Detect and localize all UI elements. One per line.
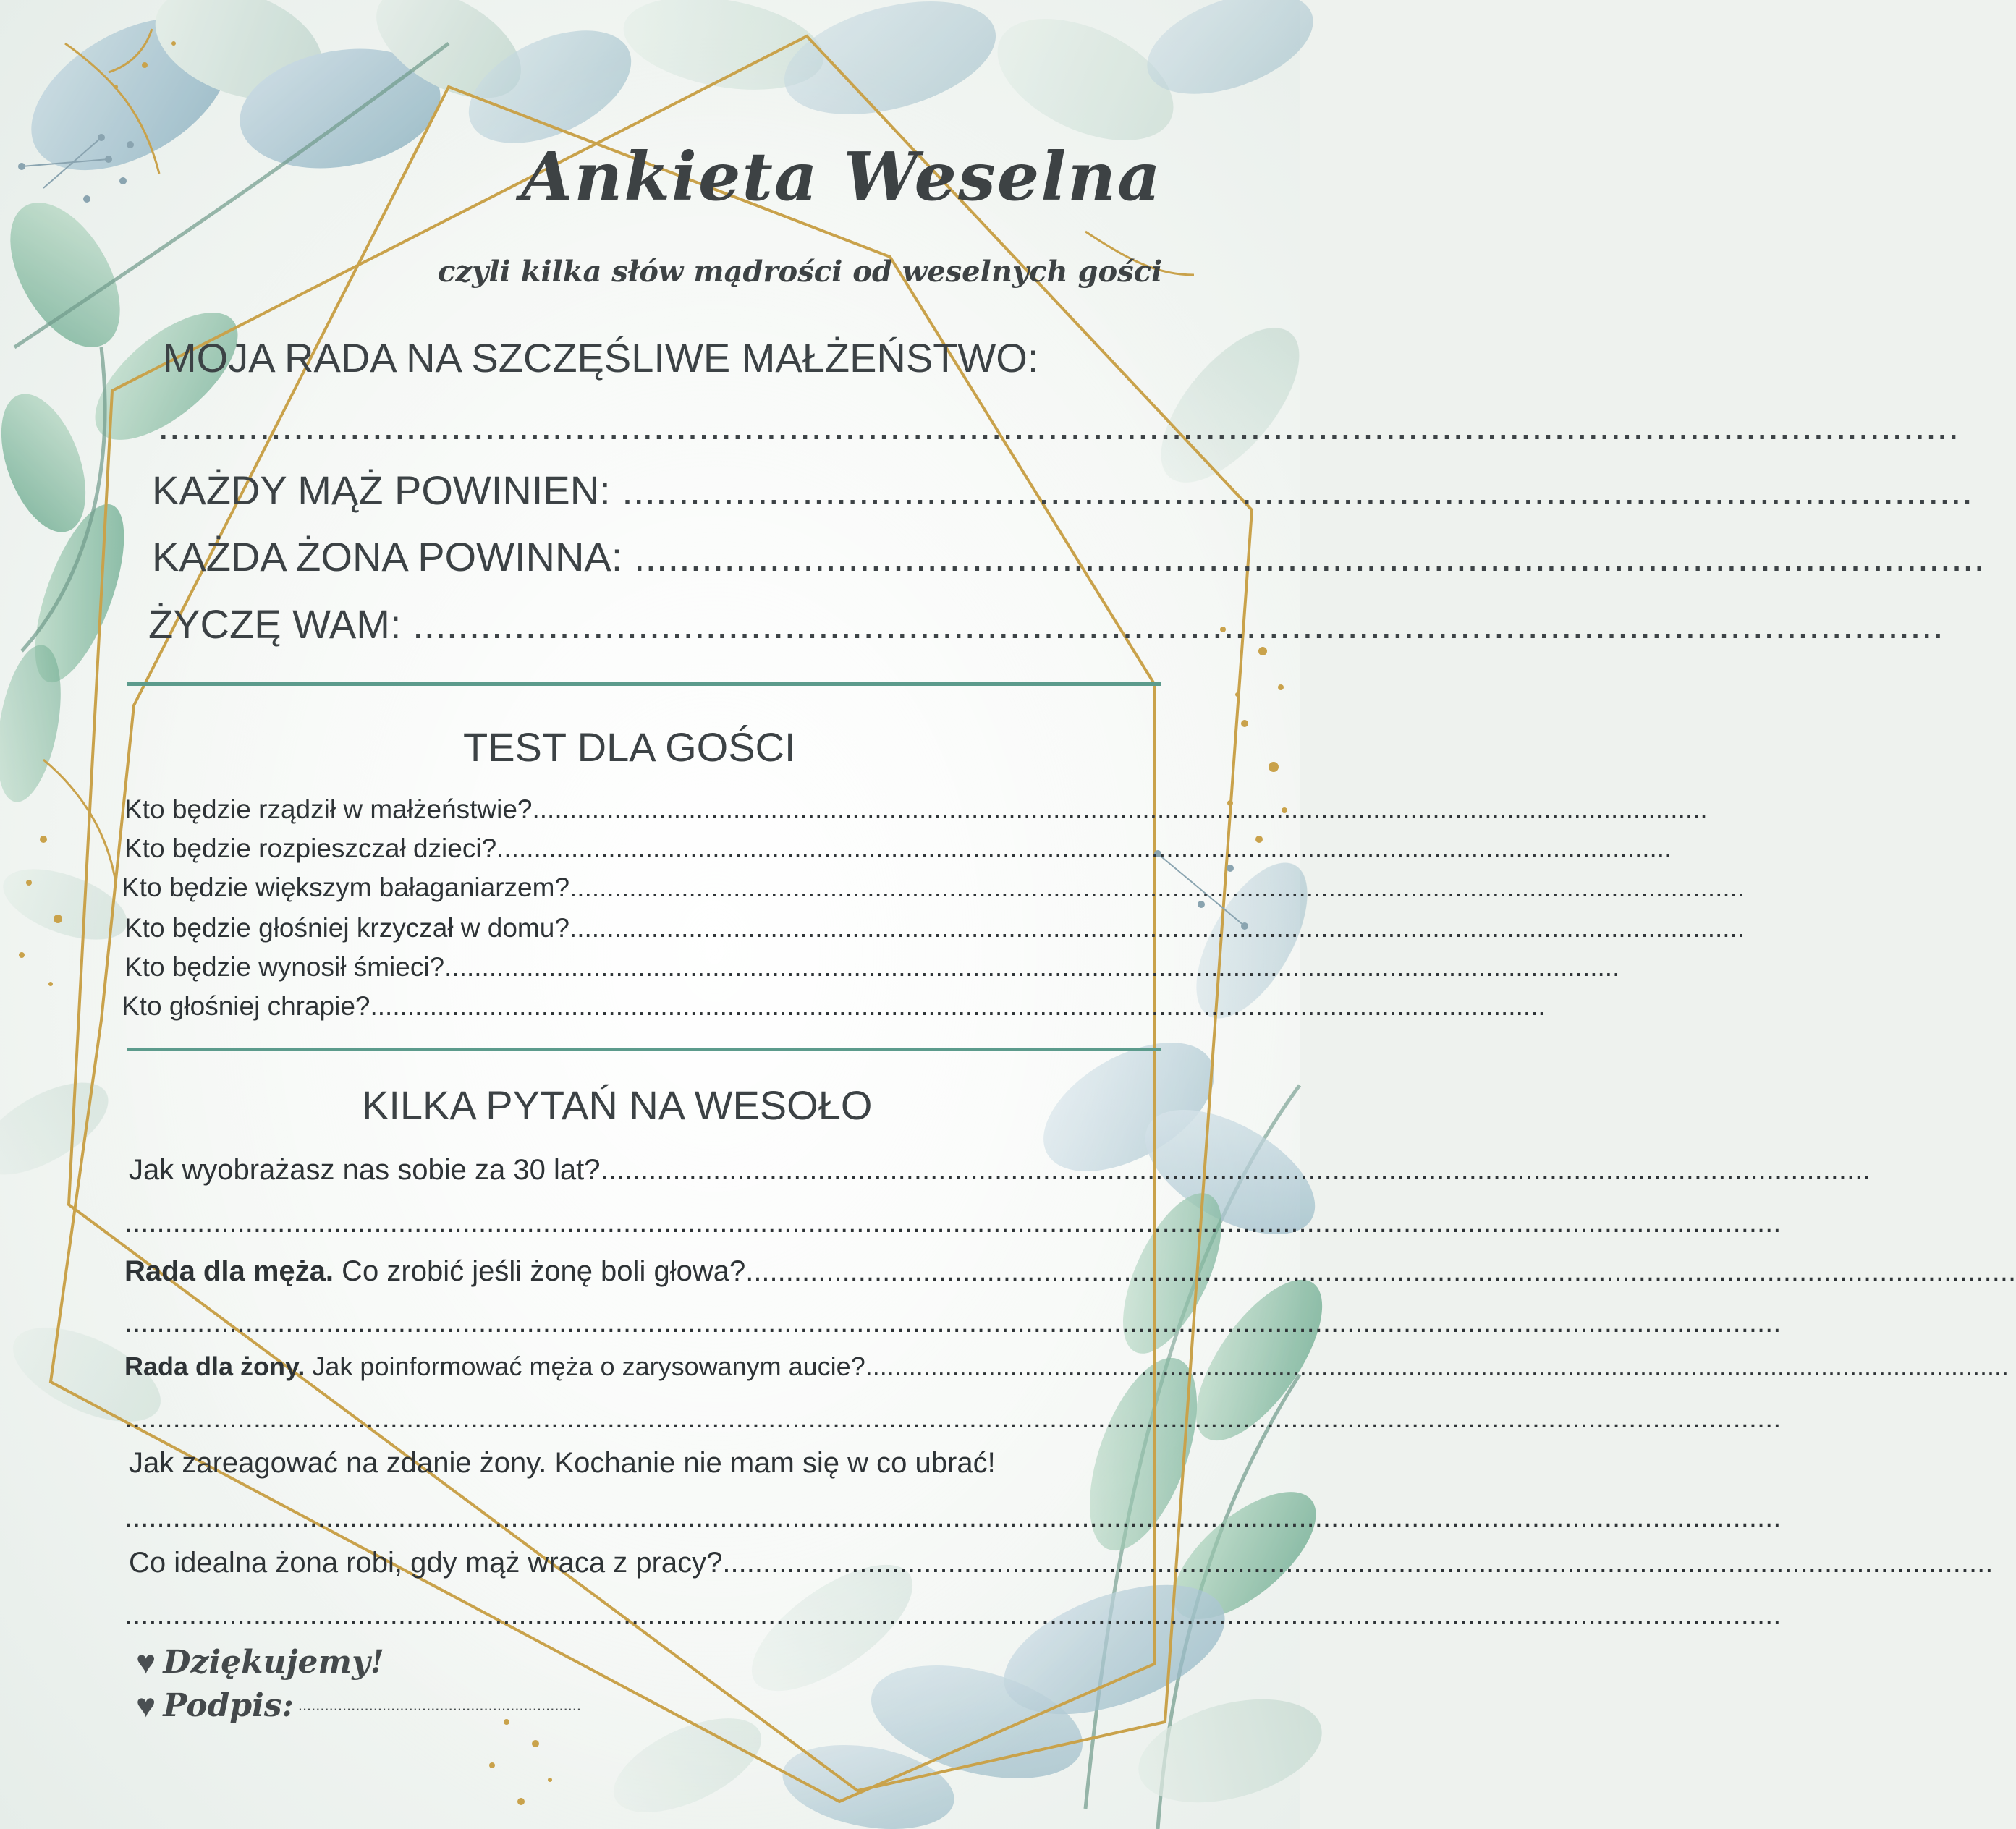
test-question-row[interactable]: [122, 873, 1745, 903]
dotted-line: ..............................................................................................................................................................: [569, 873, 1745, 902]
dotted-line: ..............................................................................................................................................................: [496, 833, 1672, 863]
test-question-row[interactable]: [122, 991, 1546, 1022]
fun-question-row[interactable]: [129, 1547, 1994, 1579]
test-question: Kto będzie większym bałaganiarzem?: [122, 873, 570, 902]
wife-label: KAŻDA ŻONA POWINNA:: [152, 534, 623, 580]
dotted-line: ..............................................................................................................................................................................................................: [124, 1207, 1782, 1239]
page-title: Ankieta Weselna: [521, 137, 1162, 216]
fun-answer-line[interactable]: [124, 1599, 1782, 1631]
test-question: Kto będzie wynosił śmieci?: [124, 952, 445, 982]
fun-answer-line[interactable]: [124, 1307, 1782, 1339]
fun-question: Co idealna żona robi, gdy mąż wraca z pracy?: [129, 1547, 723, 1579]
test-question: Kto będzie głośniej krzyczał w domu?: [124, 913, 569, 943]
test-question-row[interactable]: [124, 833, 1672, 864]
dotted-line: ..............................................................................................................................................................: [745, 1255, 2016, 1287]
dotted-line: ..............................................................................................................................................................: [722, 1547, 1994, 1579]
thanks-text: Dziękujemy!: [163, 1643, 384, 1681]
dotted-line: ..............................................................................................................................................................: [569, 913, 1745, 943]
dotted-line: ..............................................................................................................................................................: [865, 1351, 2009, 1381]
fun-question: [124, 1255, 745, 1288]
dotted-line: ........................................................................................................................: [622, 534, 1985, 580]
fun-question-row[interactable]: [124, 1351, 2009, 1382]
fun-answer-line[interactable]: [124, 1207, 1782, 1239]
dotted-line: ..............................................................................................................................................................................................................: [124, 1599, 1782, 1631]
fun-question: [124, 1351, 865, 1382]
signature-line[interactable]: ................................................................: [297, 1696, 582, 1714]
advice-answer-line[interactable]: [158, 402, 1960, 449]
fun-question-text: Co zrobić jeśli żonę boli głowa?: [334, 1255, 746, 1287]
dotted-line: ..............................................................................................................................................................: [444, 952, 1620, 982]
dotted-line: ..............................................................................................................................................................: [600, 1154, 1871, 1186]
test-question-row[interactable]: [124, 794, 1708, 825]
test-question-row[interactable]: [124, 913, 1745, 943]
signature-label: Podpis:: [163, 1686, 294, 1724]
test-question-row[interactable]: [124, 952, 1620, 983]
section-divider: [127, 1048, 1161, 1051]
fun-heading: KILKA PYTAŃ NA WESOŁO: [362, 1082, 873, 1128]
signature-row[interactable]: [136, 1686, 581, 1725]
husband-label: KAŻDY MĄŻ POWINIEN:: [152, 467, 611, 513]
fun-question-row[interactable]: [129, 1447, 1156, 1480]
fun-question-row[interactable]: [124, 1255, 2016, 1288]
test-heading: TEST DLA GOŚCI: [463, 724, 796, 770]
fun-answer-line[interactable]: [124, 1501, 1782, 1534]
dotted-line: ..............................................................................................................................................................................................................: [124, 1402, 1782, 1434]
advice-label: MOJA RADA NA SZCZĘŚLIWE MAŁŻEŃSTWO:: [163, 335, 1039, 381]
wish-label: ŻYCZĘ WAM:: [148, 601, 402, 647]
husband-row[interactable]: [152, 467, 1973, 514]
fun-question: Jak wyobrażasz nas sobie za 30 lat?: [129, 1154, 601, 1186]
fun-answer-line[interactable]: [124, 1402, 1782, 1435]
dotted-line: ........................................................................................................................................: [401, 601, 1944, 647]
dotted-line: ..............................................................................................................................................................................................................: [124, 1307, 1782, 1338]
thanks-row: [136, 1642, 384, 1681]
fun-question-row[interactable]: [129, 1154, 1871, 1187]
dotted-line: ..............................................................................................................................................................: [532, 794, 1708, 824]
dotted-line: ................................................................................................................................................................: [158, 402, 1960, 448]
test-question: Kto będzie rządził w małżeństwie?: [124, 794, 533, 824]
advice-for-husband-label: Rada dla męża.: [124, 1255, 334, 1287]
section-divider: [127, 682, 1161, 686]
heart-icon: ♥: [136, 1643, 156, 1681]
advice-for-wife-label: Rada dla żony.: [124, 1351, 305, 1381]
dotted-line: ..............................................................................................................................................................: [370, 991, 1546, 1021]
test-question: Kto głośniej chrapie?: [122, 991, 370, 1021]
fun-question-text: Jak poinformować męża o zarysowanym aucie?: [305, 1351, 865, 1381]
page-subtitle: czyli kilka słów mądrości od weselnych gości: [438, 255, 1163, 289]
wife-row[interactable]: [152, 533, 1985, 580]
dotted-line: ..............................................................................................................................................................................................................: [124, 1501, 1782, 1533]
dotted-line: ........................................................................................................................: [610, 467, 1973, 513]
test-question: Kto będzie rozpieszczał dzieci?: [124, 833, 497, 863]
fun-question: Jak zareagować na zdanie żony. Kochanie nie mam się w co ubrać!: [129, 1447, 996, 1479]
heart-icon: ♥: [136, 1686, 156, 1724]
wish-row[interactable]: [148, 601, 1944, 648]
